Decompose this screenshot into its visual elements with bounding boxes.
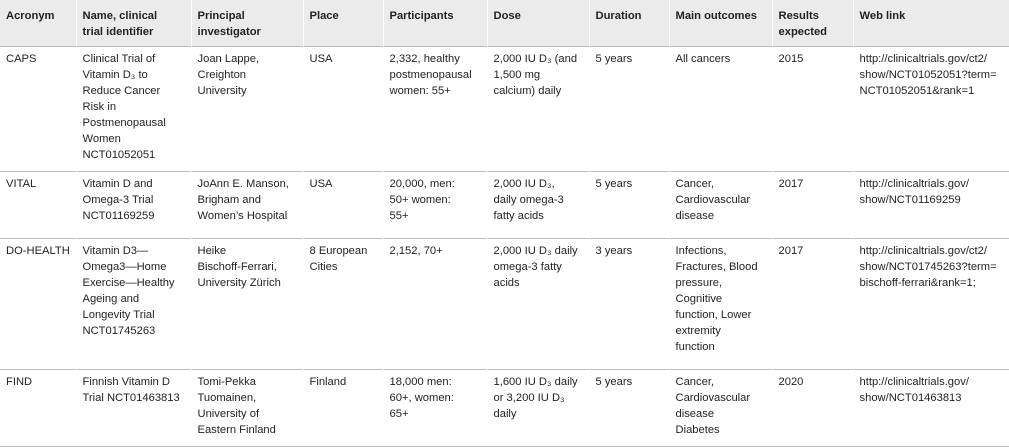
cell-acronym: CAPS: [0, 47, 76, 172]
cell-investigator: Tomi-Pekka Tuomainen, University of Eastern Finland: [191, 370, 303, 447]
cell-results-expected: 2017: [772, 239, 853, 370]
header-row: [0, 0, 1009, 47]
cell-name: Vitamin D3— Omega3—Home Exercise—Healthy Ageing and Longevity Trial NCT01745263: [76, 239, 191, 370]
cell-participants: 18,000 men: 60+, women: 65+: [383, 370, 487, 447]
table-row: [0, 370, 1009, 447]
cell-dose: 1,600 IU D₃ daily or 3,200 IU D₃ daily: [487, 370, 589, 447]
cell-duration: 5 years: [589, 172, 669, 239]
header-place: Place: [303, 0, 383, 47]
cell-acronym: FIND: [0, 370, 76, 447]
cell-name: Clinical Trial of Vitamin D₃ to Reduce Cancer Risk in Postmenopausal Women NCT01052051: [76, 47, 191, 172]
cell-web-link[interactable]: http://clinicaltrials.gov/ct2/ show/NCT01745263?term= bischoff-ferrari&rank=1;: [853, 239, 1009, 370]
cell-web-link[interactable]: http://clinicaltrials.gov/ct2/ show/NCT01052051?term= NCT01052051&rank=1: [853, 47, 1009, 172]
cell-participants: 2,152, 70+: [383, 239, 487, 370]
cell-duration: 5 years: [589, 47, 669, 172]
header-web-link: Web link: [853, 0, 1009, 47]
cell-duration: 3 years: [589, 239, 669, 370]
cell-dose: 2,000 IU D₃ (and 1,500 mg calcium) daily: [487, 47, 589, 172]
header-participants: Participants: [383, 0, 487, 47]
cell-acronym: VITAL: [0, 172, 76, 239]
header-investigator: Principal investigator: [191, 0, 303, 47]
cell-investigator: Joan Lappe, Creighton University: [191, 47, 303, 172]
cell-name: Finnish Vitamin D Trial NCT01463813: [76, 370, 191, 447]
cell-name: Vitamin D and Omega-3 Trial NCT01169259: [76, 172, 191, 239]
table-row: [0, 239, 1009, 370]
cell-participants: 20,000, men: 50+ women: 55+: [383, 172, 487, 239]
cell-place: Finland: [303, 370, 383, 447]
table-row: [0, 47, 1009, 172]
cell-place: USA: [303, 172, 383, 239]
cell-duration: 5 years: [589, 370, 669, 447]
header-dose: Dose: [487, 0, 589, 47]
cell-web-link[interactable]: http://clinicaltrials.gov/ show/NCT01169259: [853, 172, 1009, 239]
cell-outcomes: Cancer, Cardiovascular disease: [669, 172, 772, 239]
cell-investigator: JoAnn E. Manson, Brigham and Women’s Hospital: [191, 172, 303, 239]
header-results-expected: Results expected: [772, 0, 853, 47]
cell-acronym: DO-HEALTH: [0, 239, 76, 370]
cell-participants: 2,332, healthy postmenopausal women: 55+: [383, 47, 487, 172]
header-outcomes: Main outcomes: [669, 0, 772, 47]
cell-place: USA: [303, 47, 383, 172]
header-acronym: Acronym: [0, 0, 76, 47]
cell-web-link[interactable]: http://clinicaltrials.gov/ show/NCT01463813: [853, 370, 1009, 447]
cell-place: 8 European Cities: [303, 239, 383, 370]
cell-dose: 2,000 IU D₃ daily omega-3 fatty acids: [487, 239, 589, 370]
cell-dose: 2,000 IU D₃, daily omega-3 fatty acids: [487, 172, 589, 239]
header-duration: Duration: [589, 0, 669, 47]
cell-outcomes: Infections, Fractures, Blood pressure, Cognitive function, Lower extremity function: [669, 239, 772, 370]
cell-outcomes: All cancers: [669, 47, 772, 172]
cell-results-expected: 2015: [772, 47, 853, 172]
cell-results-expected: 2020: [772, 370, 853, 447]
cell-investigator: Heike Bischoff-Ferrari, University Zürich: [191, 239, 303, 370]
cell-results-expected: 2017: [772, 172, 853, 239]
header-name: Name, clinical trial identifier: [76, 0, 191, 47]
cell-outcomes: Cancer, Cardiovascular disease Diabetes: [669, 370, 772, 447]
table-row: [0, 172, 1009, 239]
